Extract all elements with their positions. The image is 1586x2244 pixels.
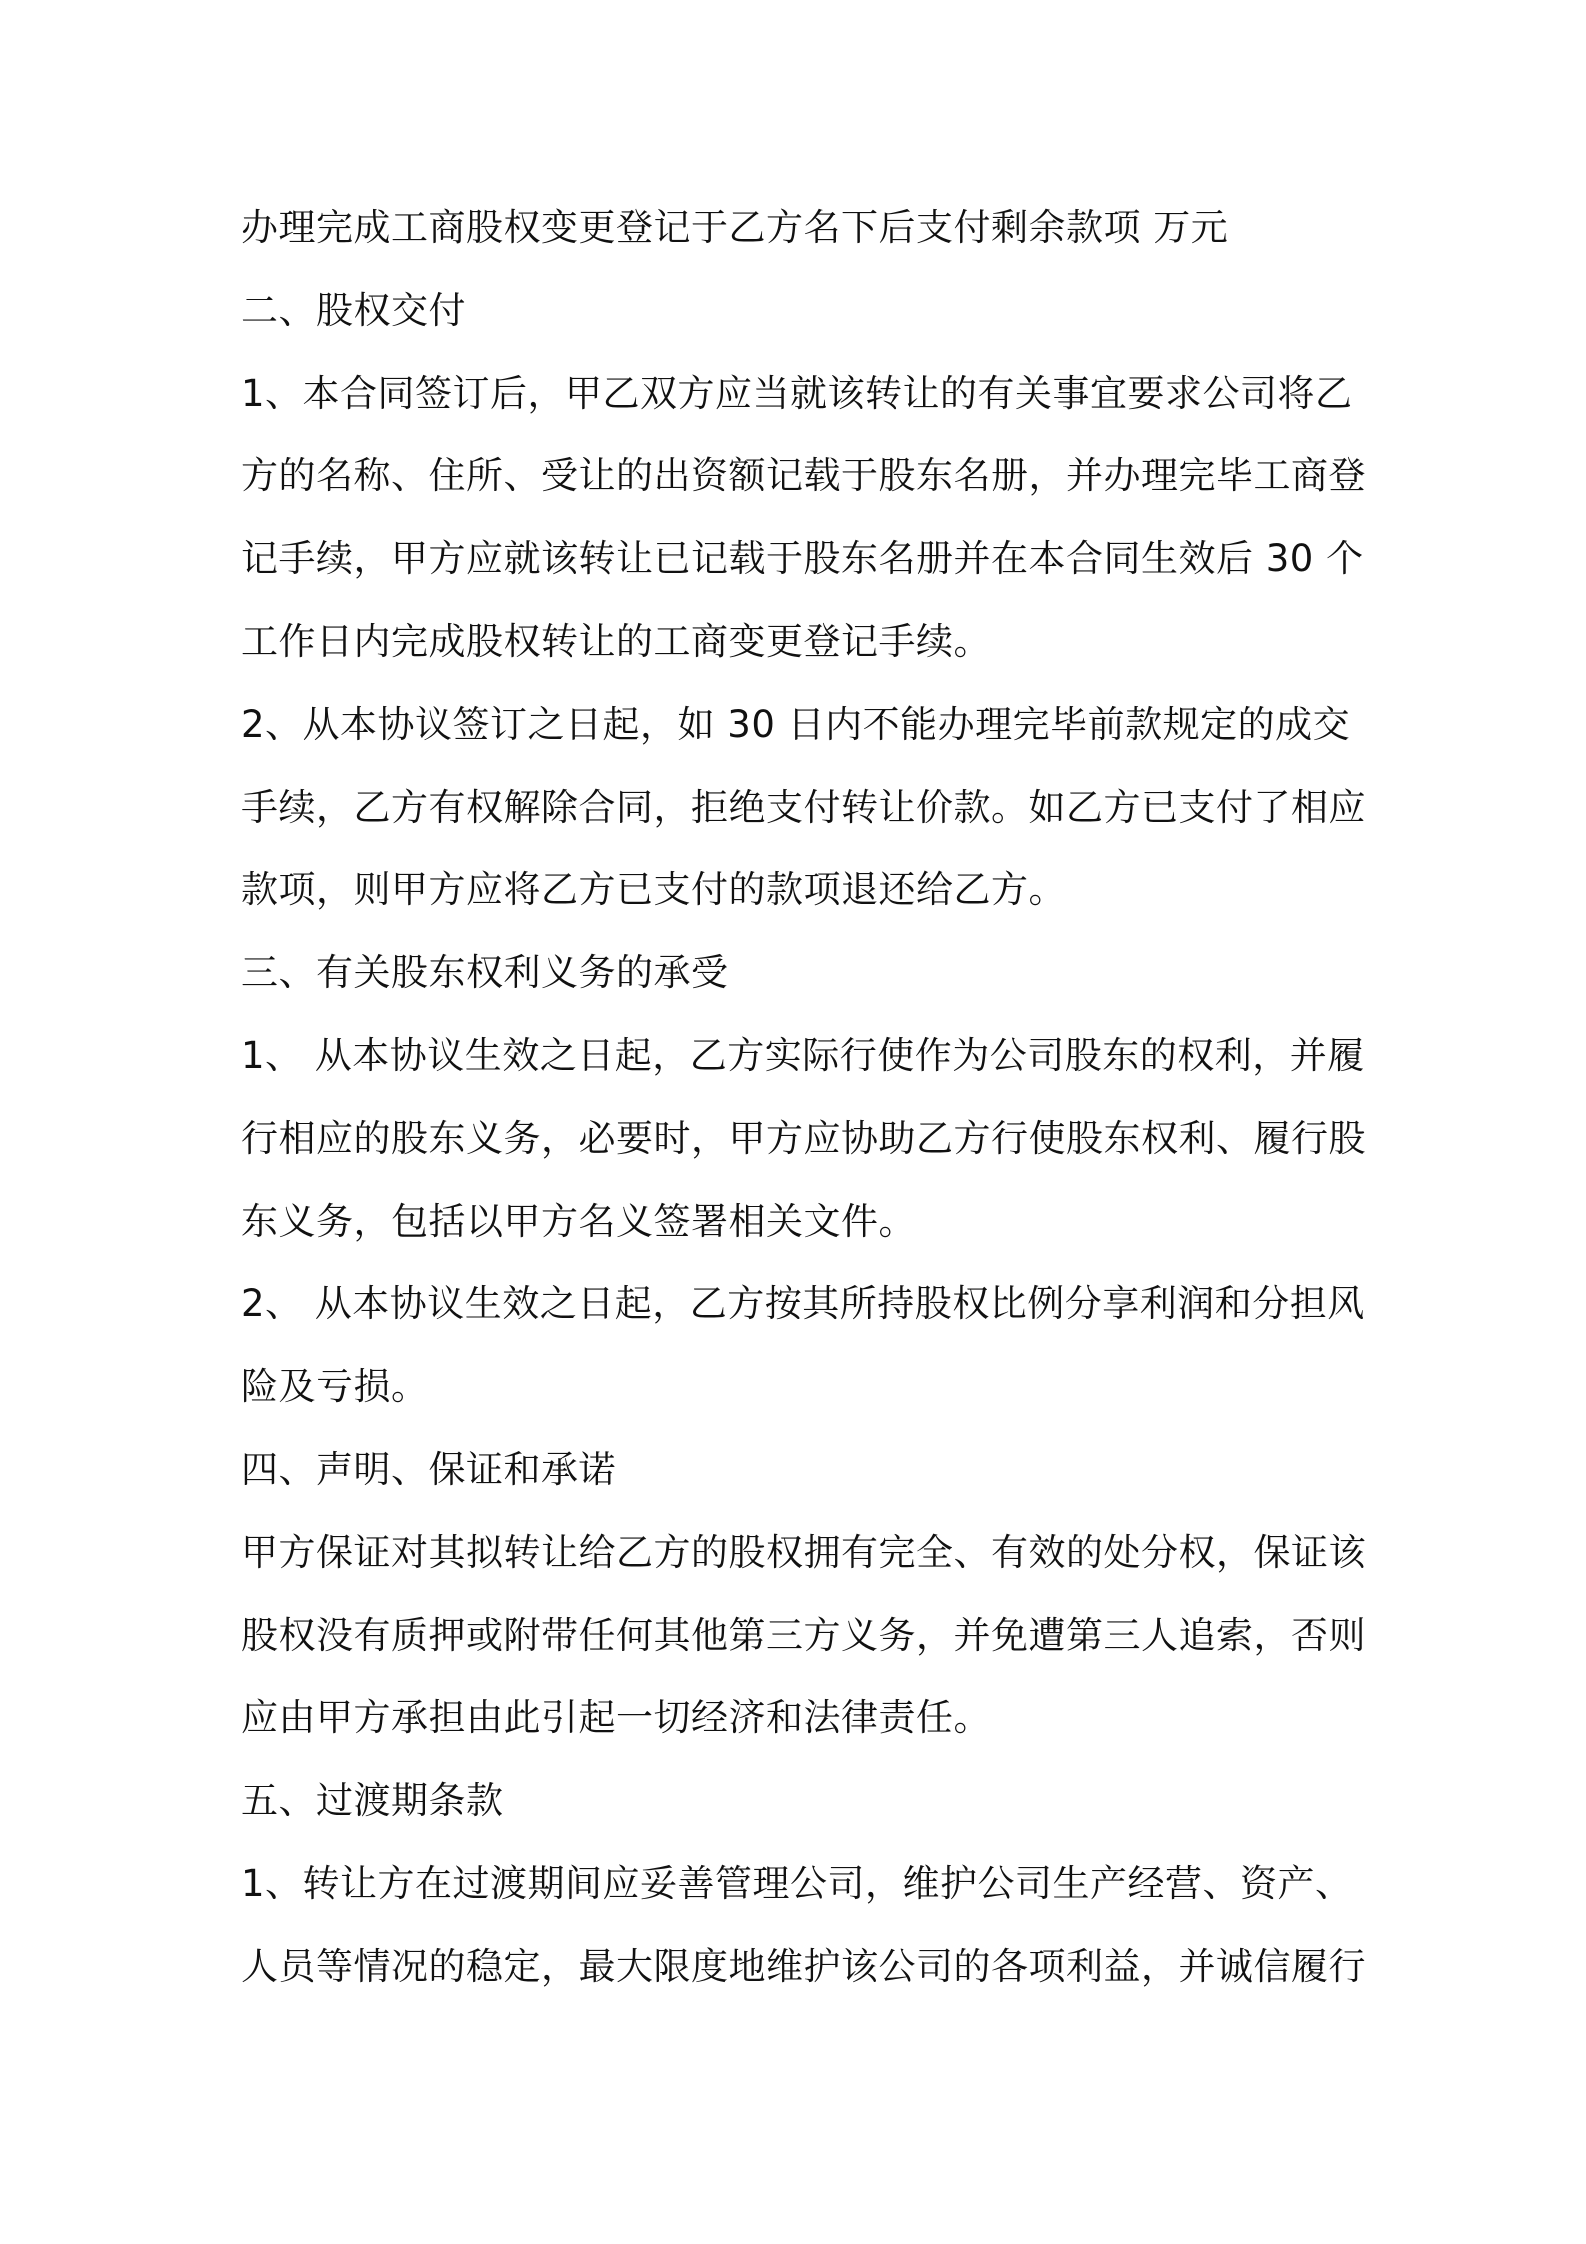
text-line: 股权没有质押或附带任何其他第三方义务，并免遭第三人追索，否则 xyxy=(241,1614,1366,1657)
text-line: 1、转让方在过渡期间应妥善管理公司，维护公司生产经营、资产、 xyxy=(241,1862,1353,1905)
text-line: 1、本合同签订后，甲乙双方应当就该转让的有关事宜要求公司将乙 xyxy=(241,372,1353,415)
section-heading: 二、股权交付 xyxy=(241,289,466,332)
section-heading: 四、声明、保证和承诺 xyxy=(241,1448,616,1491)
text-line: 行相应的股东义务，必要时，甲方应协助乙方行使股东权利、履行股 xyxy=(241,1117,1366,1160)
text-line: 工作日内完成股权转让的工商变更登记手续。 xyxy=(241,620,991,663)
text-line: 款项，则甲方应将乙方已支付的款项退还给乙方。 xyxy=(241,868,1066,911)
text-line: 2、 从本协议生效之日起，乙方按其所持股权比例分享利润和分担风 xyxy=(241,1282,1365,1325)
text-line: 应由甲方承担由此引起一切经济和法律责任。 xyxy=(241,1696,991,1739)
text-line: 办理完成工商股权变更登记于乙方名下后支付剩余款项 万元 xyxy=(241,206,1229,249)
section-heading: 三、有关股东权利义务的承受 xyxy=(241,951,729,994)
text-line: 手续，乙方有权解除合同，拒绝支付转让价款。如乙方已支付了相应 xyxy=(241,786,1366,829)
text-line: 险及亏损。 xyxy=(241,1365,429,1408)
text-line: 甲方保证对其拟转让给乙方的股权拥有完全、有效的处分权，保证该 xyxy=(241,1531,1366,1574)
text-line: 东义务，包括以甲方名义签署相关文件。 xyxy=(241,1200,916,1243)
text-line: 人员等情况的稳定，最大限度地维护该公司的各项利益，并诚信履行 xyxy=(241,1945,1366,1988)
text-line: 1、 从本协议生效之日起，乙方实际行使作为公司股东的权利，并履 xyxy=(241,1034,1365,1077)
section-heading: 五、过渡期条款 xyxy=(241,1779,504,1822)
text-line: 2、从本协议签订之日起，如 30 日内不能办理完毕前款规定的成交 xyxy=(241,703,1351,746)
text-line: 记手续，甲方应就该转让已记载于股东名册并在本合同生效后 30 个 xyxy=(241,537,1364,580)
text-line: 方的名称、住所、受让的出资额记载于股东名册，并办理完毕工商登 xyxy=(241,454,1366,497)
